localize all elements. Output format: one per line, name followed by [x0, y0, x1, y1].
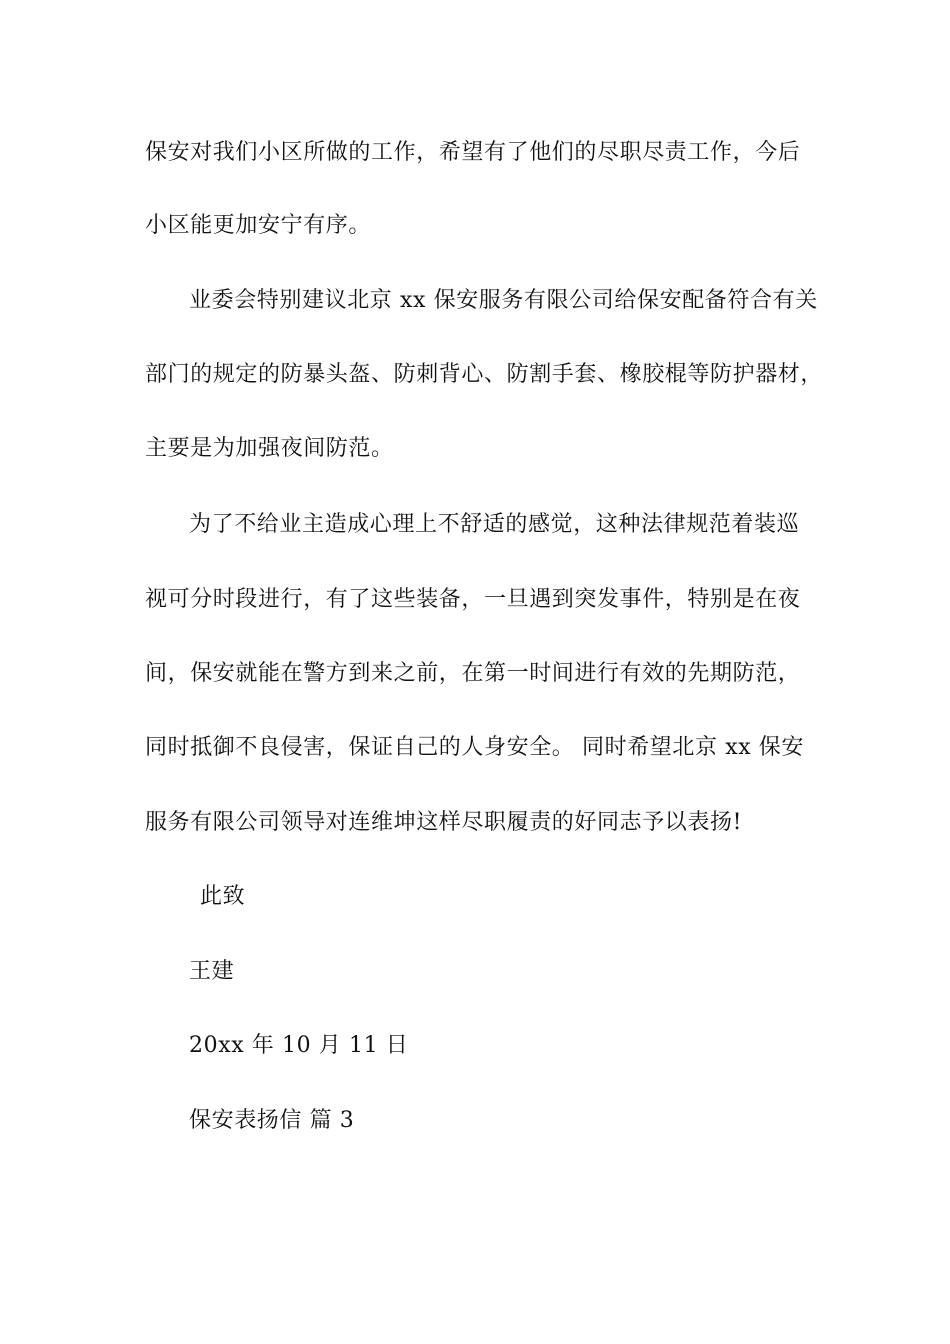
- section-heading: 保安表扬信 篇 3: [189, 1108, 355, 1133]
- paragraph-line: 视可分时段进行，有了这些装备，一旦遇到突发事件，特别是在夜: [145, 587, 801, 612]
- paragraph-line: 部门的规定的防暴头盔、防刺背心、防割手套、橡胶棍等防护器材，: [145, 362, 824, 387]
- paragraph-line: 小区能更加安宁有序。: [145, 213, 372, 238]
- paragraph-line: 业委会特别建议北京 xx 保安服务有限公司给保安配备符合有关: [189, 288, 818, 313]
- closing-salutation: 此致: [200, 884, 246, 909]
- paragraph-line: 同时抵御不良侵害，保证自己的人身安全。 同时希望北京 xx 保安: [145, 735, 804, 760]
- signature-date: 20xx 年 10 月 11 日: [189, 1033, 409, 1058]
- paragraph-line: 服务有限公司领导对连维坤这样尽职履责的好同志予以表扬!: [145, 810, 743, 835]
- signature-name: 王建: [189, 959, 235, 984]
- paragraph-line: 主要是为加强夜间防范。: [145, 436, 394, 461]
- paragraph-line: 为了不给业主造成心理上不舒适的感觉，这种法律规范着装巡: [189, 512, 800, 537]
- paragraph-line: 间，保安就能在警方到来之前，在第一时间进行有效的先期防范，: [145, 661, 801, 686]
- paragraph-line: 保安对我们小区所做的工作，希望有了他们的尽职尽责工作，今后: [145, 140, 801, 165]
